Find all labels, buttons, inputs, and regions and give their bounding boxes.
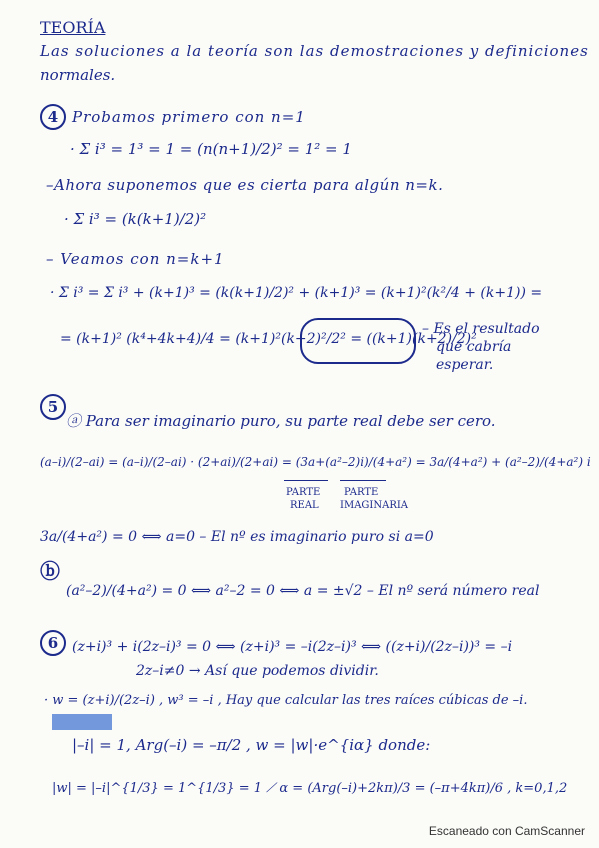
- label-parte-real-1: PARTE: [286, 487, 321, 498]
- intro-line-2: normales.: [40, 66, 116, 84]
- s6-line-5: |w| = |–i|^{1/3} = 1^{1/3} = 1 ⟋ α = (Arg(–i)+2kπ)/3 = (–π+4kπ)/6 , k=0,1,2: [52, 781, 568, 796]
- s5-line-4: (a²–2)/(4+a²) = 0 ⟺ a²–2 = 0 ⟺ a = ±√2 – El nº será número real: [66, 583, 540, 599]
- s5-line-1: ⓐ Para ser imaginario puro, su parte real debe ser cero.: [66, 412, 496, 430]
- s4-note-1: – Es el resultado: [422, 321, 540, 337]
- intro-line-1: Las soluciones a la teoría son las demostraciones y definiciones: [40, 42, 589, 60]
- s5-line-2: (a–i)/(2–ai) = (a–i)/(2–ai) · (2+ai)/(2+ai) = (3a+(a²–2)i)/(4+a²) = 3a/(4+a²) + (a²–2)/(4+a²) i: [40, 455, 591, 469]
- highlight-mark: [52, 714, 112, 730]
- label-parte-imag-2: IMAGINARIA: [340, 500, 409, 511]
- s4-line-7: = (k+1)² (k⁴+4k+4)/4 = (k+1)²(k+2)²/2² = ((k+1)(k+2)/2)²: [60, 331, 477, 347]
- label-parte-imag-1: PARTE: [344, 487, 379, 498]
- s4-line-5: – Veamos con n=k+1: [46, 250, 225, 268]
- section-4-number: 4: [40, 104, 66, 130]
- parte-real-bracket: [284, 480, 328, 481]
- camscanner-footer: Escaneado con CamScanner: [428, 824, 585, 838]
- s4-line-1: Probamos primero con n=1: [72, 108, 306, 126]
- s6-line-4: |–i| = 1, Arg(–i) = –π/2 , w = |w|·e^{iα} donde:: [72, 736, 431, 754]
- section-5-number: 5: [40, 394, 66, 420]
- s4-line-4: · Σ i³ = (k(k+1)/2)²: [64, 210, 207, 228]
- s4-note-2: que cabría: [436, 339, 512, 355]
- section-5b-mark: ⓑ: [40, 559, 60, 583]
- s4-line-6: · Σ i³ = Σ i³ + (k+1)³ = (k(k+1)/2)² + (k+1)³ = (k+1)²(k²/4 + (k+1)) =: [50, 285, 543, 301]
- result-box: [300, 318, 416, 364]
- s4-line-3: –Ahora suponemos que es cierta para algún n=k.: [46, 176, 444, 194]
- parte-imaginaria-bracket: [340, 480, 386, 481]
- s5-line-3: 3a/(4+a²) = 0 ⟺ a=0 – El nº es imaginario puro si a=0: [40, 529, 434, 545]
- s6-line-3: · w = (z+i)/(2z–i) , w³ = –i , Hay que calcular las tres raíces cúbicas de –i.: [44, 693, 528, 708]
- s6-line-1: (z+i)³ + i(2z–i)³ = 0 ⟺ (z+i)³ = –i(2z–i)³ ⟺ ((z+i)/(2z–i))³ = –i: [72, 639, 513, 655]
- s6-line-2: 2z–i≠0 → Así que podemos dividir.: [136, 663, 379, 679]
- section-6-number: 6: [40, 630, 66, 656]
- page-title: TEORÍA: [40, 18, 106, 37]
- s4-line-2: · Σ i³ = 1³ = 1 = (n(n+1)/2)² = 1² = 1: [70, 140, 352, 158]
- s4-note-3: esperar.: [436, 357, 494, 373]
- label-parte-real-2: REAL: [290, 500, 319, 511]
